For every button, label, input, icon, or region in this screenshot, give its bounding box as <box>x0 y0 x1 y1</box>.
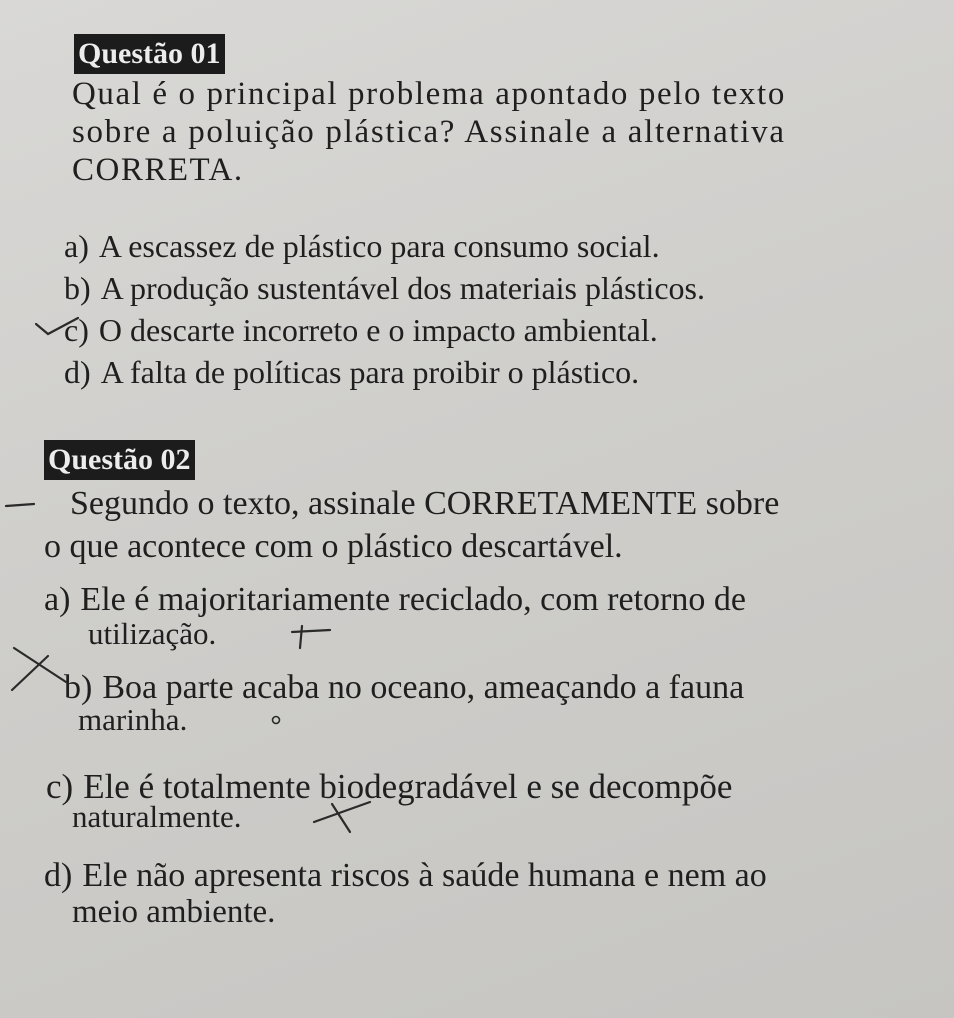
q2-option-d-text-2: meio ambiente. <box>72 894 276 930</box>
q2-option-b-label: b) <box>64 669 93 706</box>
q1-option-c-text: O descarte incorreto e o impacto ambiental. <box>98 312 658 348</box>
q2-option-c-text-2: naturalmente. <box>72 799 242 834</box>
handwritten-check-icon <box>32 312 82 344</box>
q2-option-d-label: d) <box>44 857 73 894</box>
q1-option-b <box>64 268 705 308</box>
q1-option-a <box>64 226 660 266</box>
q1-option-d-label: d) <box>64 354 91 390</box>
q1-prompt-line-1: Qual é o principal problema apontado pelo texto <box>72 76 786 112</box>
q2-prompt-line-1: Segundo o texto, assinale CORRETAMENTE sobre <box>70 485 780 522</box>
q1-prompt-line-2: sobre a poluição plástica? Assinale a alternativa <box>72 114 786 150</box>
handwritten-cross-icon <box>310 798 376 836</box>
handwritten-dash-icon <box>4 498 38 512</box>
q2-option-a-label: a) <box>44 581 71 618</box>
q1-option-a-label: a) <box>64 228 89 264</box>
q1-option-c-label: c) <box>64 312 89 348</box>
q1-prompt-line-3: CORRETA. <box>72 152 244 188</box>
q2-prompt-line-2: o que acontece com o plástico descartável. <box>44 528 623 565</box>
q2-option-a-text-1: Ele é majoritariamente reciclado, com retorno de <box>80 581 746 618</box>
q1-option-d <box>64 352 639 392</box>
q1-option-b-label: b) <box>64 270 91 306</box>
q2-heading: Questão 02 <box>44 440 195 480</box>
q2-option-d <box>44 856 767 896</box>
q1-option-c <box>64 310 658 350</box>
q1-option-b-text: A produção sustentável dos materiais plásticos. <box>100 270 705 306</box>
q2-option-c-text-1: Ele é totalmente biodegradável e se decompõe <box>83 767 733 806</box>
handwritten-dot-icon <box>268 712 284 728</box>
q1-heading: Questão 01 <box>74 34 225 74</box>
q1-option-a-text: A escassez de plástico para consumo social. <box>98 228 660 264</box>
q2-option-b-text-2: marinha. <box>78 702 188 737</box>
q2-option-c-label: c) <box>46 767 74 806</box>
handwritten-check-icon <box>8 644 74 694</box>
q1-option-d-text: A falta de políticas para proibir o plástico. <box>100 354 640 390</box>
q2-option-b-text-1: Boa parte acaba no oceano, ameaçando a fauna <box>102 669 745 706</box>
q2-option-a-text-2: utilização. <box>88 616 217 651</box>
q2-option-d-text-1: Ele não apresenta riscos à saúde humana e nem ao <box>82 857 767 894</box>
handwritten-cross-icon <box>286 620 332 650</box>
